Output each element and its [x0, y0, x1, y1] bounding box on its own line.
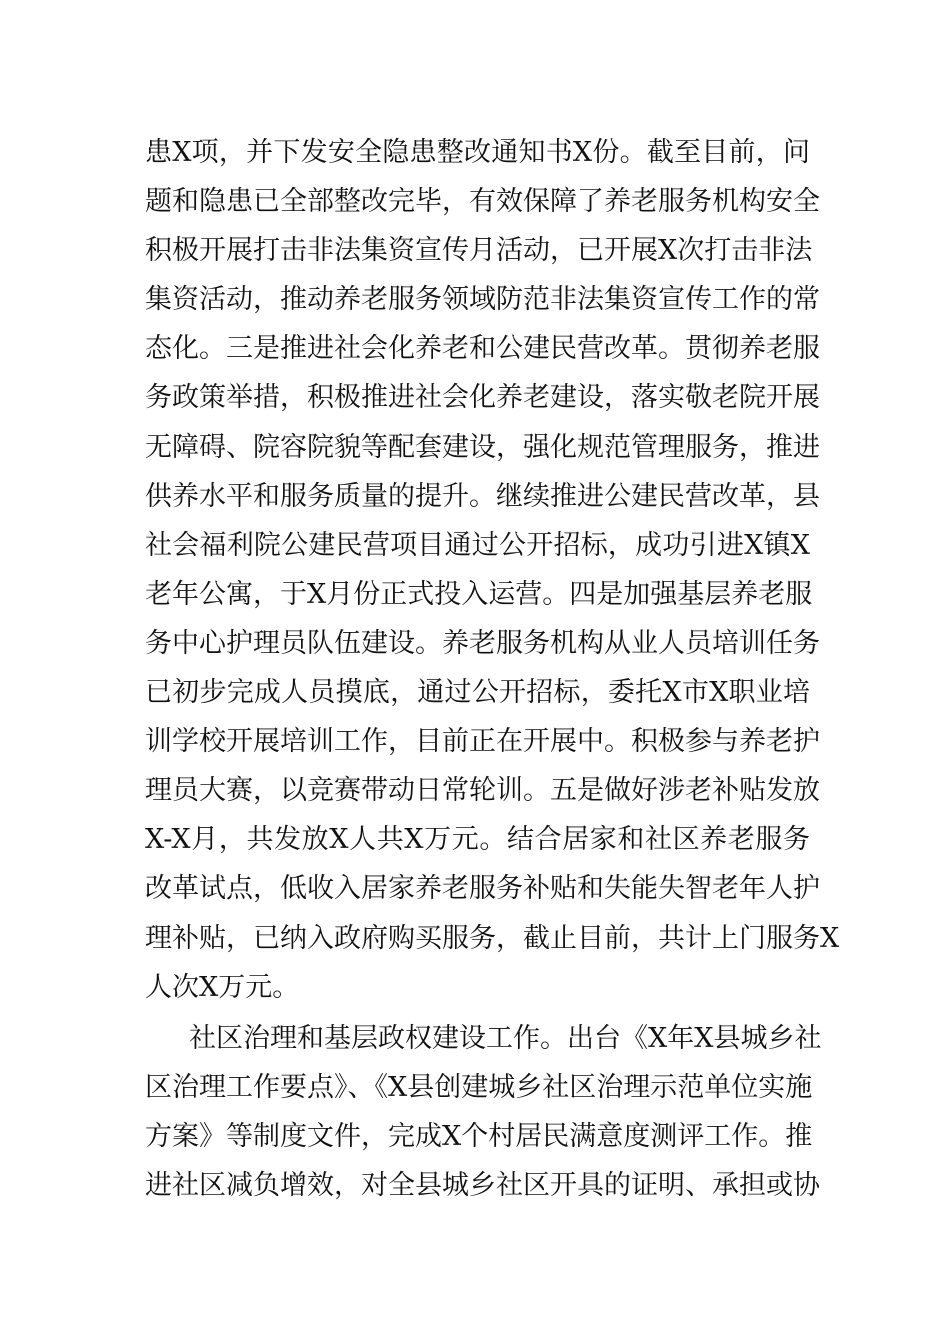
text-line: 已初步完成人员摸底，通过公开招标，委托X市X职业培: [145, 677, 810, 709]
text-line: 供养水平和服务质量的提升。继续推进公建民营改革，县: [145, 480, 820, 512]
document-body: [145, 128, 840, 1210]
text-line: 患X项，并下发安全隐患整改通知书X份。截至目前，问: [145, 137, 810, 168]
text-line: 社区治理和基层政权建设工作。出台《X年X县城乡社: [189, 1022, 822, 1054]
text-line: 训学校开展培训工作，目前正在开展中。积极参与养老护: [145, 726, 820, 758]
text-line: 老年公寓，于X月份正式投入运营。四是加强基层养老服: [145, 578, 813, 610]
text-line: 集资活动，推动养老服务领域防范非法集资宣传工作的常: [145, 284, 820, 316]
text-line: 题和隐患已全部整改完毕，有效保障了养老服务机构安全: [145, 186, 820, 218]
text-line: 改革试点，低收入居家养老服务补贴和失能失智老年人护: [145, 873, 820, 905]
text-line: 理补贴，已纳入政府购买服务，截止目前，共计上门服务X: [145, 922, 840, 954]
text-line: 无障碍、院容院貌等配套建设，强化规范管理服务，推进: [145, 431, 820, 463]
text-line: 积极开展打击非法集资宣传月活动，已开展X次打击非法: [145, 235, 813, 267]
text-line: 人次X万元。: [145, 971, 300, 1003]
text-line: 态化。三是推进社会化养老和公建民营改革。贯彻养老服: [145, 333, 820, 365]
text-line: 方案》等制度文件，完成X个村居民满意度测评工作。推: [145, 1120, 813, 1152]
text-line: 务政策举措，积极推进社会化养老建设，落实敬老院开展: [145, 382, 820, 414]
paragraph-elderly-services: [145, 128, 840, 1012]
paragraph-community-governance: [145, 1014, 822, 1210]
text-line: 理员大赛，以竞赛带动日常轮训。五是做好涉老补贴发放: [145, 775, 820, 807]
text-line: X-X月，共发放X人共X万元。结合居家和社区养老服务: [145, 824, 810, 856]
text-line: 社会福利院公建民营项目通过公开招标，成功引进X镇X: [145, 529, 810, 561]
text-line: 务中心护理员队伍建设。养老服务机构从业人员培训任务: [145, 627, 820, 659]
text-line: 进社区减负增效，对全县城乡社区开具的证明、承担或协: [145, 1169, 820, 1201]
text-line: 区治理工作要点》、《X县创建城乡社区治理示范单位实施: [145, 1071, 813, 1103]
